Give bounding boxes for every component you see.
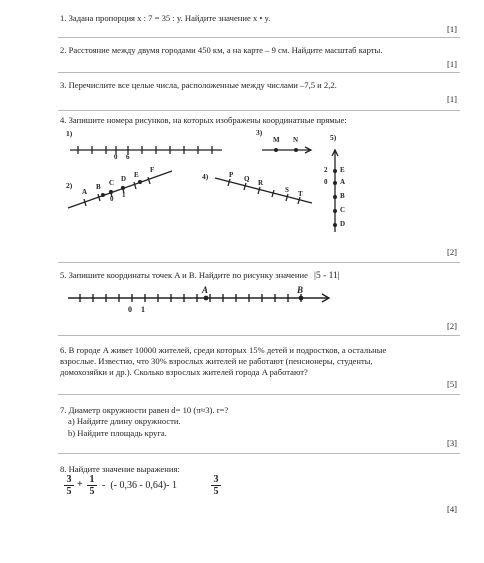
point-label: T xyxy=(298,190,303,198)
point-a-label: A xyxy=(202,285,209,295)
point-label: C xyxy=(340,206,346,214)
tick-label: 6 xyxy=(126,153,130,161)
question-7-b: b) Найдите площадь круга. xyxy=(68,428,167,438)
question-5-text: 5. Запишите координаты точек A и B. Найдите по рисунку значение xyxy=(60,270,308,280)
tick-label: 0 xyxy=(114,153,118,161)
point-label: F xyxy=(150,166,155,174)
numerator: 3 xyxy=(213,474,219,485)
divider xyxy=(58,394,460,395)
question-5 xyxy=(60,270,340,282)
point-label: E xyxy=(134,171,139,179)
denominator: 5 xyxy=(64,485,74,497)
points-1: [1] xyxy=(446,24,457,34)
point-label: D xyxy=(340,220,346,228)
tick-label: 2 xyxy=(324,166,328,174)
point-label: D xyxy=(121,175,127,183)
fraction-3-5 xyxy=(64,474,74,497)
figure-4-number: 4) xyxy=(202,172,209,181)
question-2: 2. Расстояние между двумя городами 450 км, а на карте – 9 см. Найдите масштаб карты. xyxy=(60,45,383,55)
point-b-label: B xyxy=(297,285,304,295)
figure-5-number: 5) xyxy=(330,133,337,142)
question-4: 4. Запишите номера рисунков, на которых изображены координатные прямые: xyxy=(60,115,347,125)
figure-1-number: 1) xyxy=(66,129,73,138)
point-label: C xyxy=(109,179,115,187)
question-7: 7. Диаметр окружности равен d= 10 (π≈3). r=? xyxy=(60,405,229,415)
point-label: R xyxy=(258,179,264,187)
point-label: E xyxy=(340,166,345,174)
points-8: [4] xyxy=(446,504,457,514)
tick-label: 0 xyxy=(324,178,328,186)
point-label: Q xyxy=(244,175,250,183)
figure-1-line xyxy=(70,146,222,154)
point-label: A xyxy=(82,188,88,196)
figure-2-number: 2) xyxy=(66,181,73,190)
numerator: 1 xyxy=(89,474,95,485)
divider xyxy=(58,453,460,454)
question-6-line-1: 6. В городе A живет 10000 жителей, среди которых 15% детей и подростков, а остальные xyxy=(60,345,387,355)
abs-value-expression: |5 - 11| xyxy=(314,271,340,281)
question-7-a: a) Найдите длину окружности. xyxy=(68,416,181,426)
tick-label: 1 xyxy=(141,305,145,314)
points-5: [2] xyxy=(446,321,457,331)
figure-3-number: 3) xyxy=(256,128,263,137)
expression-middle: - (- 0,36 - 0,64)- 1 xyxy=(102,480,177,491)
point-label: B xyxy=(340,192,345,200)
tick-label: 1 xyxy=(122,191,126,199)
q5-number-line xyxy=(68,294,329,302)
point-label: N xyxy=(293,136,299,144)
points-6: [5] xyxy=(446,379,457,389)
question-3: 3. Перечислите все целые числа, расположенные между числами –7,5 и 2,2. xyxy=(60,80,337,90)
points-3: [1] xyxy=(446,94,457,104)
divider xyxy=(58,262,460,263)
point-label: P xyxy=(229,171,234,179)
point-label: A xyxy=(340,178,346,186)
fraction-3-5-mixed xyxy=(211,474,221,497)
point-label: M xyxy=(273,136,280,144)
figure-3-line xyxy=(262,147,311,153)
question-8: 8. Найдите значение выражения: xyxy=(60,464,180,474)
fraction-1-5 xyxy=(87,474,97,497)
tick-label: 0 xyxy=(128,305,132,314)
tick-label: 0 xyxy=(110,195,114,203)
points-4: [2] xyxy=(446,247,457,257)
denominator: 5 xyxy=(211,485,221,497)
plus-sign: + xyxy=(77,479,83,490)
point-label: S xyxy=(285,186,289,194)
point-label: B xyxy=(96,183,101,191)
figure-5-line xyxy=(332,150,338,232)
numerator: 3 xyxy=(66,474,72,485)
denominator: 5 xyxy=(87,485,97,497)
question-6-line-3: домохозяйки и др.). Сколько взрослых жителей города A работают? xyxy=(60,367,308,377)
question-1: 1. Задана пропорция x : 7 = 35 : y. Найдите значение x • y. xyxy=(60,13,271,23)
points-2: [1] xyxy=(446,59,457,69)
divider xyxy=(58,335,460,336)
question-6-line-2: взрослые. Известно, что 30% взрослых жителей не работают (пенсионеры, студенты, xyxy=(60,356,373,366)
points-7: [3] xyxy=(446,438,457,448)
